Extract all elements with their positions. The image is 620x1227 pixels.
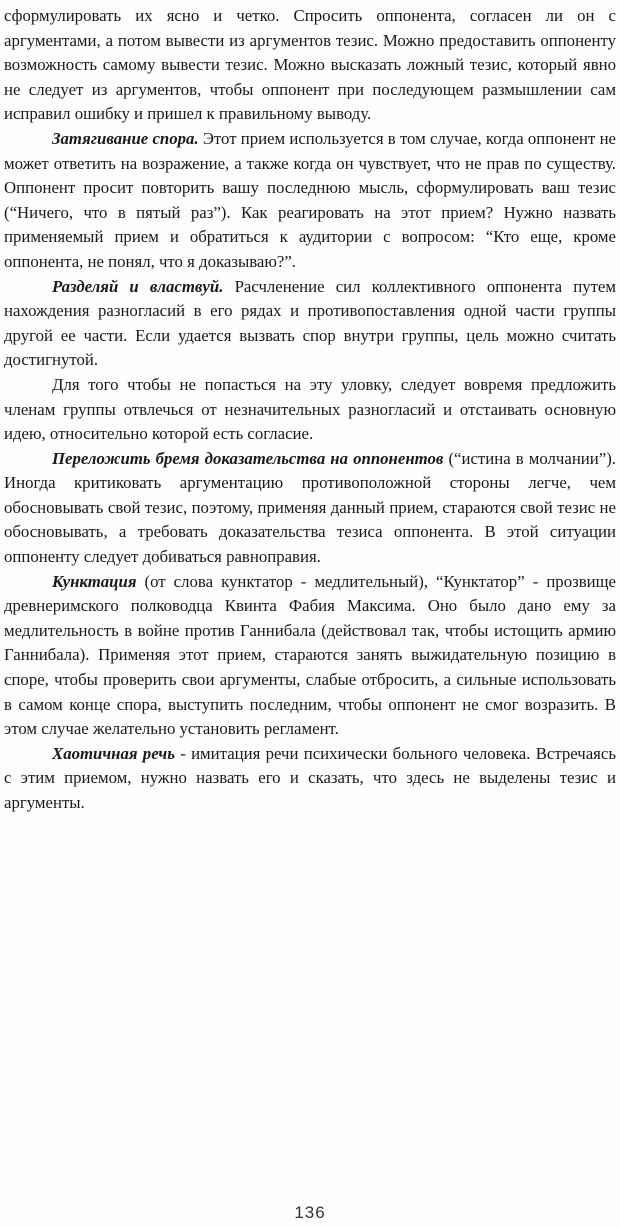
- paragraph-term: Кунктация: [52, 571, 137, 591]
- paragraph-term: Переложить бремя доказательства на оппонентов: [52, 448, 444, 468]
- paragraph-text: (“истина в молчании”). Иногда критиковать аргументацию противоположной стороны легче, чем обосновывать свой тезис, поэтому, применяя данный прием, стараются свой тезис не обосновывать, а требовать доказательства тезиса оппонента. В этой ситуации оппоненту следует добиваться равноправия.: [4, 448, 616, 567]
- paragraph-text: Расчленение сил коллективного оппонента путем нахождения разногласий в его рядах и противопоставления одной части группы другой ее части. Если удается вызвать спор внутри группы, цель можно считать достигнутой.: [4, 276, 616, 370]
- paragraph-5: [4, 447, 616, 570]
- paragraph-term: Разделяй и властвуй.: [52, 276, 224, 296]
- paragraph-text: (от слова кунктатор - медлительный), “Кунктатор” - прозвище древнеримского полководца Квинта Фабия Максима. Оно было дано ему за медлительность в войне против Ганнибала (действовал так, чтобы истощить армию Ганнибала). Применяя этот прием, стараются занять выжидательную позицию в споре, чтобы проверить свои аргументы, слабые отбросить, а сильные использовать в самом конце спора, выступить последним, чтобы оппонент не смог возразить. В этом случае желательно установить регламент.: [4, 571, 616, 739]
- paragraph-text: Для того чтобы не попасться на эту уловку, следует вовремя предложить членам группы отвлечься от незначительных разногласий и отстаивать основную идею, относительно которой есть согласие.: [4, 374, 616, 444]
- paragraph-text: - имитация речи психически больного человека. Встречаясь с этим приемом, нужно назвать его и сказать, что здесь не выделены тезис и аргументы.: [4, 743, 617, 812]
- paragraph-term: Затягивание спора.: [52, 128, 199, 148]
- page-number: 136: [294, 1203, 326, 1222]
- page-body-text: [4, 4, 616, 816]
- paragraph-3: [4, 275, 616, 373]
- paragraph-text: сформулировать их ясно и четко. Спросить оппонента, согласен ли он с аргументами, а потом вывести из аргументов тезис. Можно предоставить оппоненту возможность самому вывести тезис. Можно высказать ложный тезис, который явно не следует из аргументов, чтобы оппонент при последующем размышлении сам исправил ошибку и пришел к правильному выводу.: [4, 6, 616, 124]
- paragraph-term: Хаотичная речь: [52, 743, 175, 763]
- paragraph-6: [4, 570, 616, 742]
- paragraph-7: [4, 742, 616, 816]
- paragraph-1: [4, 4, 616, 127]
- paragraph-2: [4, 127, 616, 275]
- paragraph-text: Этот прием используется в том случае, когда оппонент не может ответить на возражение, а также когда он чувствует, что не прав по существу. Оппонент просит повторить вашу последнюю мысль, сформулировать ваш тезис (“Ничего, что в пятый раз”). Как реагировать на этот прием? Нужно назвать применяемый прием и обратиться к аудитории с вопросом: “Кто еще, кроме оппонента, не понял, что я доказываю?”.: [4, 128, 617, 271]
- paragraph-4: [4, 373, 616, 447]
